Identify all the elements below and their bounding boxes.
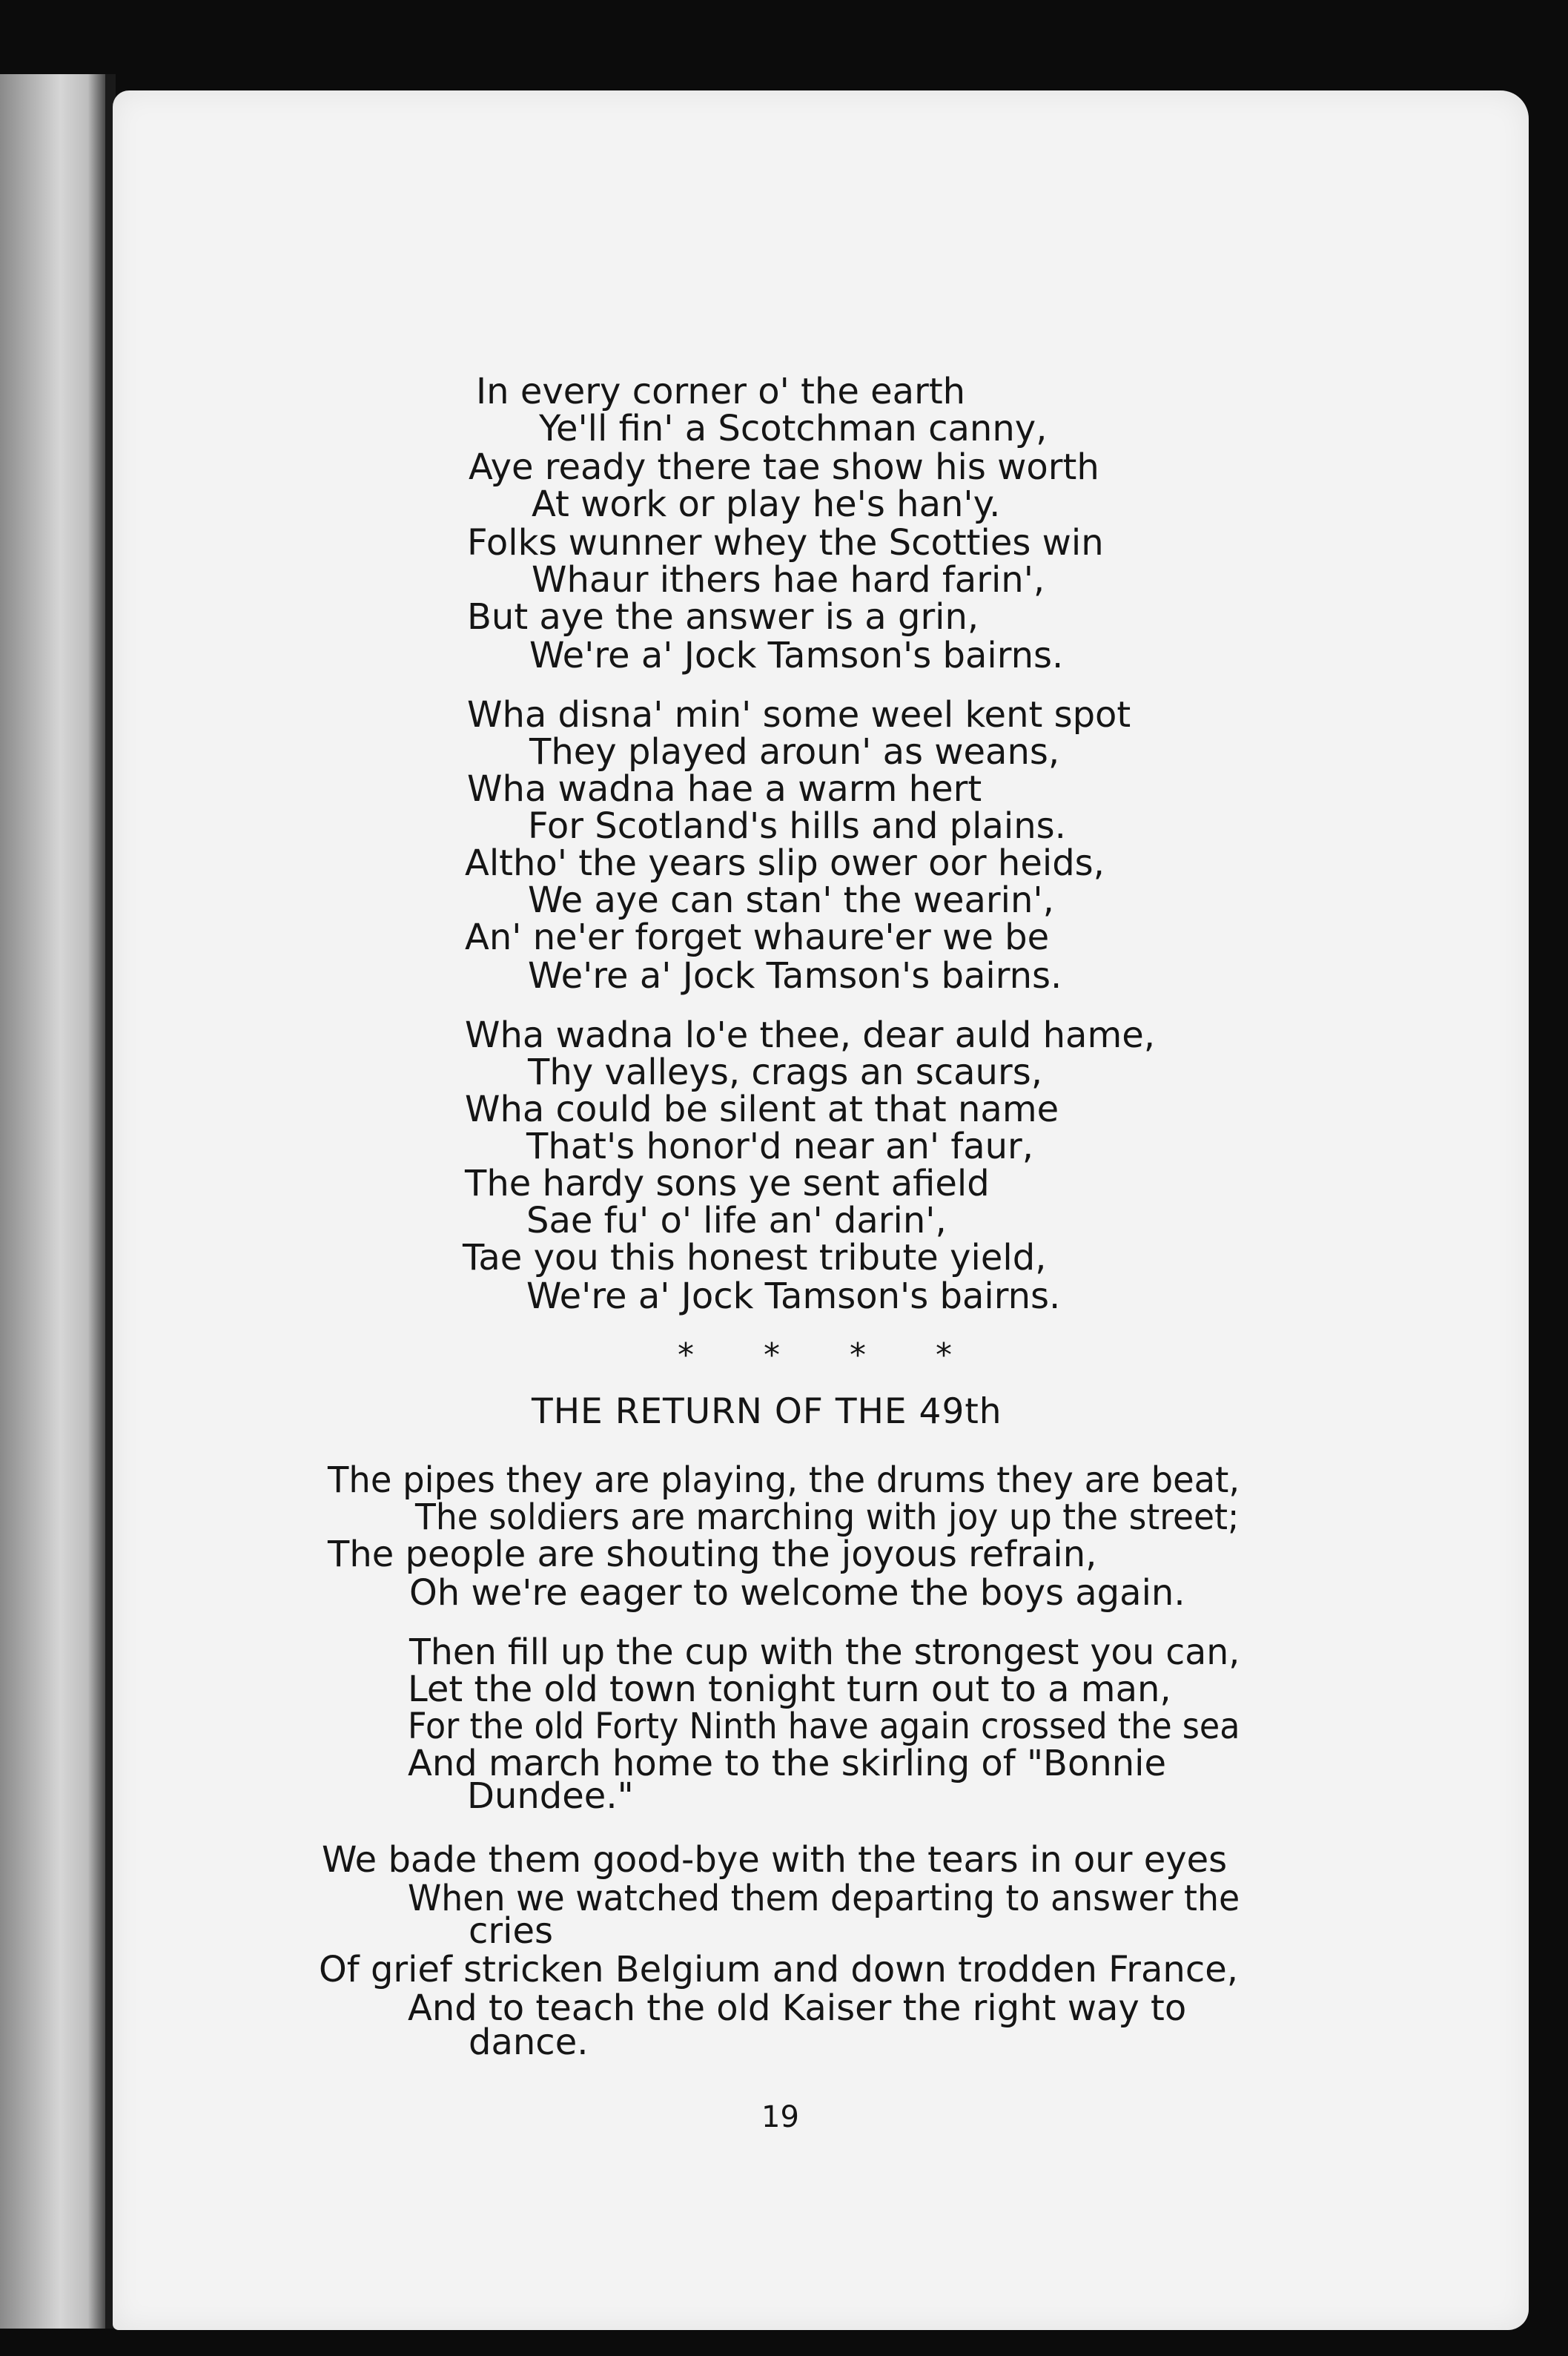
- poem-line: Then fill up the cup with the strongest you can,: [409, 1631, 1240, 1673]
- poem-line: We aye can stan' the wearin',: [528, 880, 1054, 921]
- poem-line: Wha wadna lo'e thee, dear auld hame,: [465, 1014, 1155, 1056]
- poem-line: Ye'll fin' a Scotchman canny,: [539, 408, 1048, 449]
- poem-line: And march home to the skirling of "Bonnie: [408, 1743, 1167, 1784]
- poem-line: Whaur ithers hae hard farin',: [532, 559, 1045, 601]
- poem-line: Folks wunner whey the Scotties win: [467, 522, 1104, 564]
- poem-line: We're a' Jock Tamson's bairns.: [529, 635, 1064, 676]
- poem-line: Sae fu' o' life an' darin',: [526, 1200, 947, 1241]
- poem-line: Aye ready there tae show his worth: [469, 446, 1099, 488]
- poem-line: That's honor'd near an' faur,: [526, 1126, 1034, 1167]
- poem-line: When we watched them departing to answer the: [408, 1878, 1240, 1919]
- poem-line: The hardy sons ye sent afield: [465, 1163, 990, 1204]
- poem-line: For Scotland's hills and plains.: [528, 805, 1066, 847]
- poem-line: Dundee.": [467, 1775, 634, 1817]
- poem-line: We're a' Jock Tamson's bairns.: [528, 955, 1062, 997]
- poem-line: And to teach the old Kaiser the right way to: [408, 1987, 1187, 2029]
- poem-line: But aye the answer is a grin,: [467, 596, 979, 638]
- poem-line: Wha could be silent at that name: [465, 1089, 1059, 1130]
- poem-line: Altho' the years slip ower oor heids,: [465, 842, 1105, 884]
- poem-line: Tae you this honest tribute yield,: [463, 1237, 1047, 1278]
- page-number: 19: [761, 2100, 799, 2134]
- poem-line: They played aroun' as weans,: [529, 731, 1060, 773]
- facing-page-edge: [0, 74, 110, 2329]
- poem-line: For the old Forty Ninth have again crossed the sea: [408, 1706, 1240, 1747]
- book-page: [113, 90, 1529, 2330]
- poem-line: Of grief stricken Belgium and down trodden France,: [319, 1949, 1239, 1990]
- poem-line: Let the old town tonight turn out to a man,: [408, 1669, 1171, 1710]
- poem-line: The people are shouting the joyous refrain,: [328, 1534, 1097, 1575]
- poem-line: Thy valleys, crags an scaurs,: [528, 1052, 1042, 1093]
- poem-line: Wha wadna hae a warm hert: [467, 768, 982, 810]
- poem-line: At work or play he's han'y.: [532, 484, 1001, 525]
- poem-line: We're a' Jock Tamson's bairns.: [526, 1276, 1061, 1317]
- poem-line: In every corner o' the earth: [476, 371, 966, 412]
- poem-title: THE RETURN OF THE 49th: [532, 1391, 1002, 1432]
- section-separator: * * * *: [678, 1336, 982, 1374]
- poem-line: We bade them good-bye with the tears in our eyes: [322, 1839, 1228, 1881]
- poem-line: The soldiers are marching with joy up the street;: [415, 1497, 1240, 1538]
- poem-line: cries: [469, 1910, 553, 1952]
- poem-line: Oh we're eager to welcome the boys again.: [409, 1572, 1185, 1614]
- poem-line: Wha disna' min' some weel kent spot: [467, 694, 1131, 736]
- poem-line: An' ne'er forget whaure'er we be: [465, 917, 1050, 958]
- poem-line: dance.: [469, 2022, 589, 2063]
- poem-line: The pipes they are playing, the drums they are beat,: [328, 1459, 1240, 1501]
